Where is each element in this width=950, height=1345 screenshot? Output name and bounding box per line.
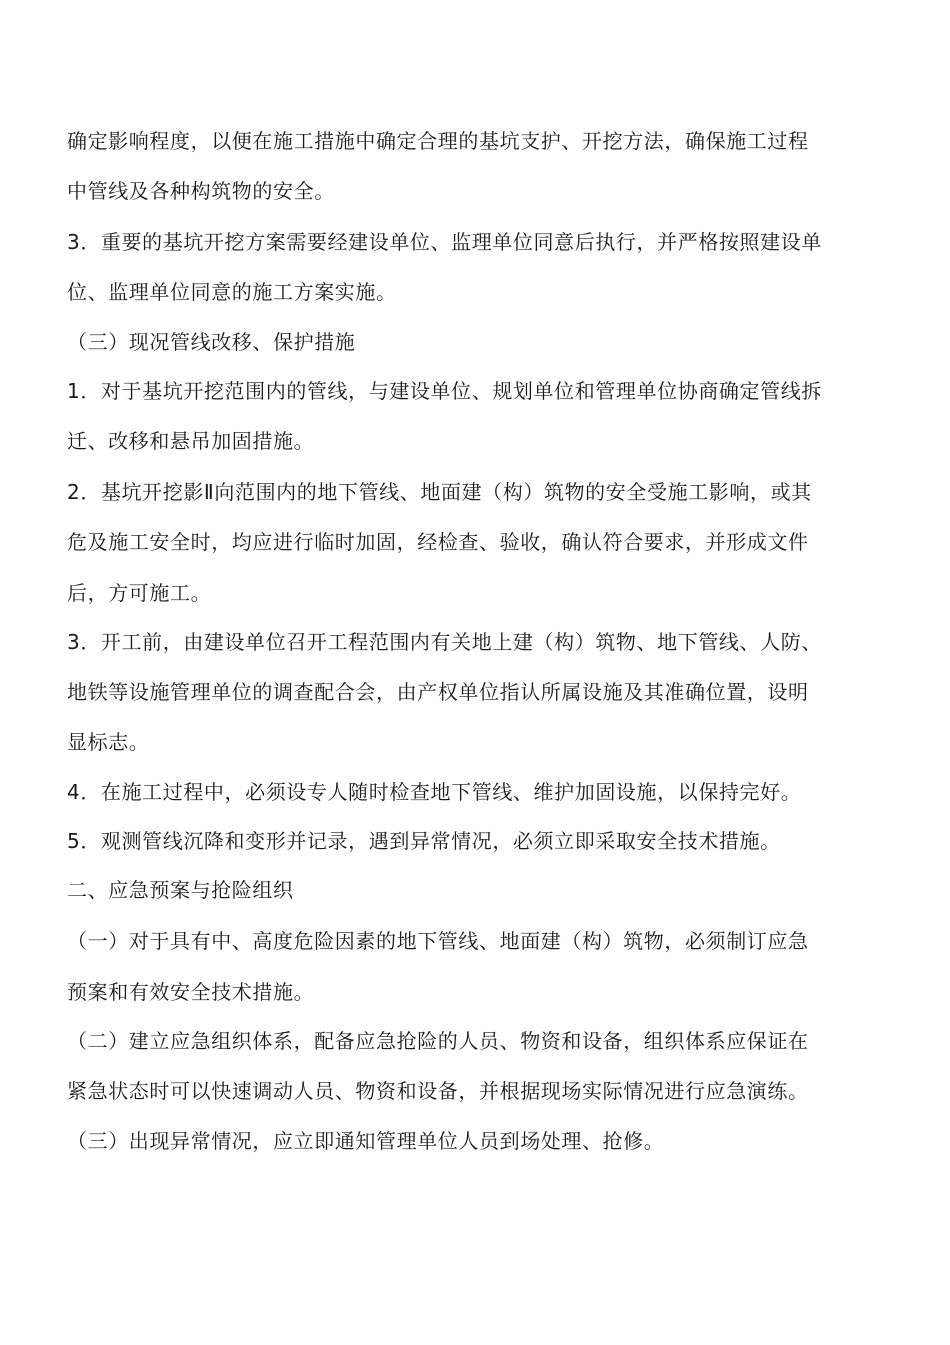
text-line: 后，方可施工。 (67, 581, 212, 605)
text-line: 3．重要的基坑开挖方案需要经建设单位、监理单位同意后执行，并严格按照建设单 (67, 230, 822, 254)
text-line: 预案和有效安全技术措施。 (67, 980, 315, 1004)
text-line: 地铁等设施管理单位的调查配合会，由产权单位指认所属设施及其准确位置，设明 (67, 680, 809, 704)
text-line: （三）出现异常情况，应立即通知管理单位人员到场处理、抢修。 (67, 1129, 665, 1153)
text-line: 确定影响程度，以便在施工措施中确定合理的基坑支护、开挖方法，确保施工过程 (67, 129, 809, 153)
section-heading: 二、应急预案与抢险组织 (67, 878, 294, 902)
text-line: 2．基坑开挖影Ⅱ向范围内的地下管线、地面建（构）筑物的安全受施工影响，或其 (67, 480, 812, 504)
text-line: 显标志。 (67, 730, 150, 754)
text-line: 4．在施工过程中，必须设专人随时检查地下管线、维护加固设施，以保持完好。 (67, 780, 802, 804)
section-heading: （三）现况管线改移、保护措施 (67, 330, 356, 354)
text-line: 迁、改移和悬吊加固措施。 (67, 429, 315, 453)
text-line: 危及施工安全时，均应进行临时加固，经检查、验收，确认符合要求，并形成文件 (67, 530, 809, 554)
text-line: 1．对于基坑开挖范围内的管线，与建设单位、规划单位和管理单位协商确定管线拆 (67, 379, 822, 403)
text-line: 5．观测管线沉降和变形并记录，遇到异常情况，必须立即采取安全技术措施。 (67, 829, 781, 853)
text-line: 紧急状态时可以快速调动人员、物资和设备，并根据现场实际情况进行应急演练。 (67, 1079, 809, 1103)
text-line: 中管线及各种构筑物的安全。 (67, 179, 335, 203)
text-line: 3．开工前，由建设单位召开工程范围内有关地上建（构）筑物、地下管线、人防、 (67, 630, 822, 654)
text-line: 位、监理单位同意的施工方案实施。 (67, 280, 397, 304)
text-line: （二）建立应急组织体系，配备应急抢险的人员、物资和设备，组织体系应保证在 (67, 1029, 809, 1053)
text-line: （一）对于具有中、高度危险因素的地下管线、地面建（构）筑物，必须制订应急 (67, 929, 809, 953)
